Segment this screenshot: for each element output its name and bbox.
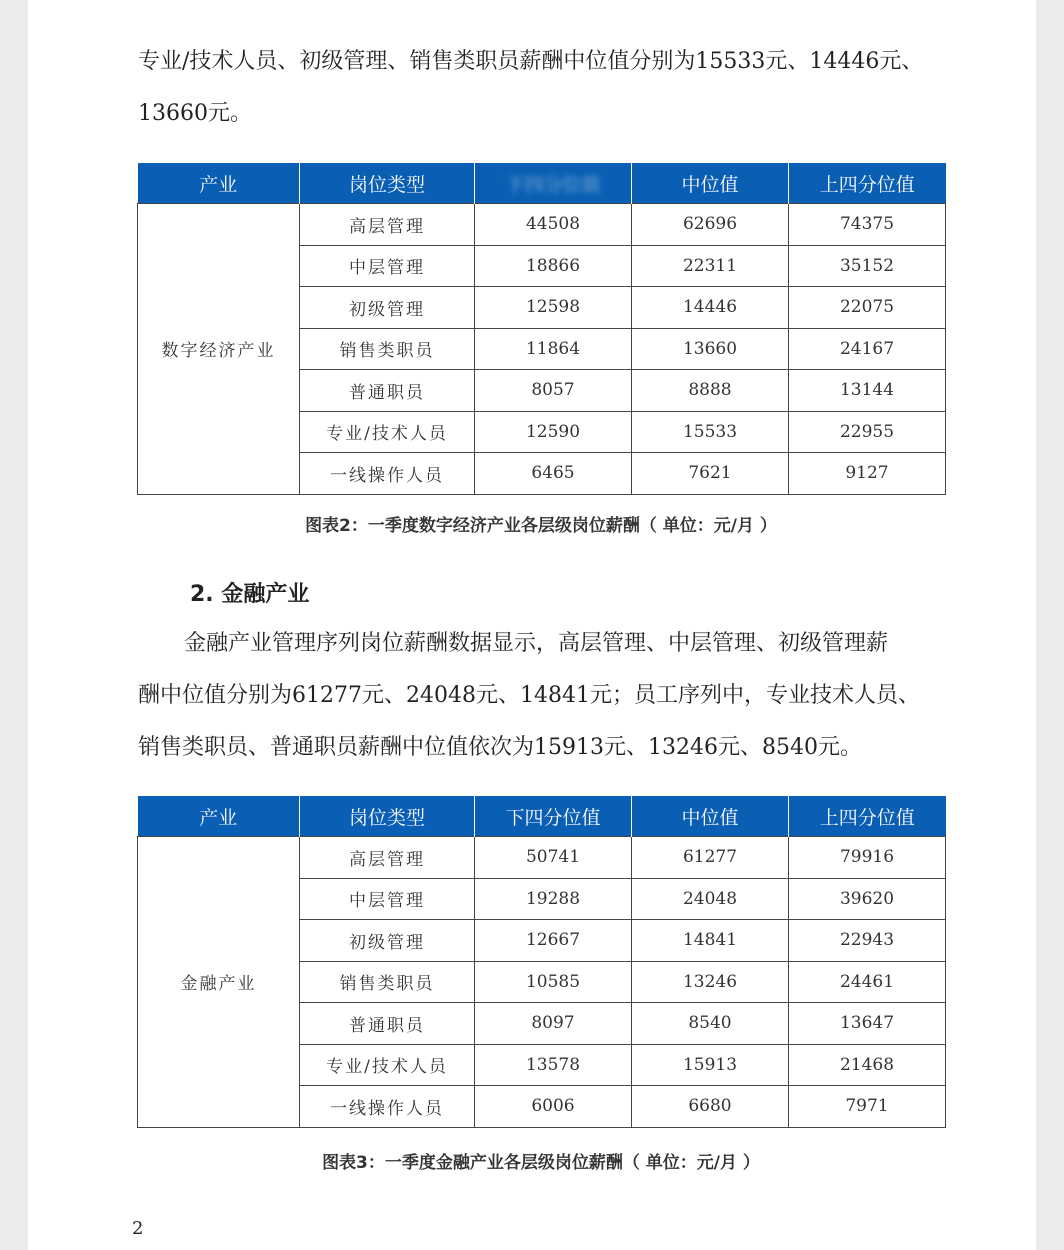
- header-lower-quartile: [475, 163, 632, 204]
- lower-quartile-cell: 19288: [475, 878, 632, 920]
- role-cell: 专业/技术人员: [300, 1044, 475, 1086]
- header-industry: 产业: [138, 163, 300, 204]
- role-cell: 一线操作人员: [300, 1086, 475, 1128]
- upper-quartile-cell: 22943: [789, 920, 946, 962]
- role-cell: 专业/技术人员: [300, 411, 475, 453]
- upper-quartile-cell: 79916: [789, 837, 946, 879]
- finance-salary-table: [137, 796, 946, 1128]
- role-cell: 高层管理: [300, 837, 475, 879]
- finance-paragraph: [138, 618, 958, 774]
- role-cell: 销售类职员: [300, 961, 475, 1003]
- table-row: [138, 837, 946, 879]
- role-cell: 一线操作人员: [300, 453, 475, 495]
- role-cell: 普通职员: [300, 370, 475, 412]
- role-cell: 销售类职员: [300, 328, 475, 370]
- intro-line-2: 13660元。: [138, 101, 252, 126]
- lower-quartile-cell: 8097: [475, 1003, 632, 1045]
- role-cell: 初级管理: [300, 920, 475, 962]
- role-cell: 普通职员: [300, 1003, 475, 1045]
- median-cell: 7621: [632, 453, 789, 495]
- lower-quartile-cell: 8057: [475, 370, 632, 412]
- median-cell: 24048: [632, 878, 789, 920]
- lower-quartile-cell: 6006: [475, 1086, 632, 1128]
- upper-quartile-cell: 39620: [789, 878, 946, 920]
- median-cell: 8888: [632, 370, 789, 412]
- header-median: 中位值: [632, 796, 789, 837]
- lower-quartile-cell: 50741: [475, 837, 632, 879]
- header-industry: 产业: [138, 796, 300, 837]
- median-cell: 13246: [632, 961, 789, 1003]
- header-role-type: 岗位类型: [300, 796, 475, 837]
- digital-economy-salary-table: [137, 163, 946, 495]
- median-cell: 13660: [632, 328, 789, 370]
- upper-quartile-cell: 22955: [789, 411, 946, 453]
- lower-quartile-cell: 11864: [475, 328, 632, 370]
- upper-quartile-cell: 35152: [789, 245, 946, 287]
- upper-quartile-cell: 13647: [789, 1003, 946, 1045]
- upper-quartile-cell: 24167: [789, 328, 946, 370]
- finance-line-2: 酬中位值分别为61277元、24048元、14841元；员工序列中，专业技术人员、: [138, 683, 920, 708]
- table-header-row: [138, 163, 946, 204]
- header-role-type: 岗位类型: [300, 163, 475, 204]
- upper-quartile-cell: 22075: [789, 287, 946, 329]
- industry-cell: 金融产业: [138, 837, 300, 1128]
- page-number: 2: [132, 1218, 144, 1239]
- document-page: [28, 0, 1036, 1250]
- upper-quartile-cell: 24461: [789, 961, 946, 1003]
- header-lower-quartile-text: 下四分位值: [505, 173, 601, 196]
- median-cell: 15533: [632, 411, 789, 453]
- table-header-row: [138, 796, 946, 837]
- lower-quartile-cell: 12598: [475, 287, 632, 329]
- median-cell: 6680: [632, 1086, 789, 1128]
- upper-quartile-cell: 13144: [789, 370, 946, 412]
- lower-quartile-cell: 6465: [475, 453, 632, 495]
- upper-quartile-cell: 7971: [789, 1086, 946, 1128]
- lower-quartile-cell: 44508: [475, 204, 632, 246]
- finance-line-1-text: 金融产业管理序列岗位薪酬数据显示，高层管理、中层管理、初级管理薪: [184, 631, 889, 656]
- upper-quartile-cell: 74375: [789, 204, 946, 246]
- role-cell: 中层管理: [300, 245, 475, 287]
- header-upper-quartile: 上四分位值: [789, 796, 946, 837]
- header-lower-quartile: 下四分位值: [475, 796, 632, 837]
- table-caption-2: 图表2：一季度数字经济产业各层级岗位薪酬（ 单位：元/月 ）: [305, 516, 777, 536]
- lower-quartile-cell: 12667: [475, 920, 632, 962]
- median-cell: 8540: [632, 1003, 789, 1045]
- upper-quartile-cell: 21468: [789, 1044, 946, 1086]
- lower-quartile-cell: 12590: [475, 411, 632, 453]
- median-cell: 61277: [632, 837, 789, 879]
- finance-line-1: [138, 618, 958, 670]
- industry-cell: 数字经济产业: [138, 204, 300, 495]
- table-caption-3: 图表3：一季度金融产业各层级岗位薪酬（ 单位：元/月 ）: [322, 1153, 760, 1173]
- header-upper-quartile: 上四分位值: [789, 163, 946, 204]
- role-cell: 高层管理: [300, 204, 475, 246]
- header-median: 中位值: [632, 163, 789, 204]
- median-cell: 22311: [632, 245, 789, 287]
- lower-quartile-cell: 10585: [475, 961, 632, 1003]
- median-cell: 15913: [632, 1044, 789, 1086]
- median-cell: 14446: [632, 287, 789, 329]
- upper-quartile-cell: 9127: [789, 453, 946, 495]
- finance-line-3: 销售类职员、普通职员薪酬中位值依次为15913元、13246元、8540元。: [138, 735, 862, 760]
- intro-line-1: 专业/技术人员、初级管理、销售类职员薪酬中位值分别为15533元、14446元、: [138, 49, 924, 74]
- lower-quartile-cell: 13578: [475, 1044, 632, 1086]
- role-cell: 初级管理: [300, 287, 475, 329]
- section-heading: 2. 金融产业: [190, 582, 310, 607]
- role-cell: 中层管理: [300, 878, 475, 920]
- median-cell: 14841: [632, 920, 789, 962]
- table-row: [138, 204, 946, 246]
- intro-paragraph: [138, 36, 958, 140]
- lower-quartile-cell: 18866: [475, 245, 632, 287]
- median-cell: 62696: [632, 204, 789, 246]
